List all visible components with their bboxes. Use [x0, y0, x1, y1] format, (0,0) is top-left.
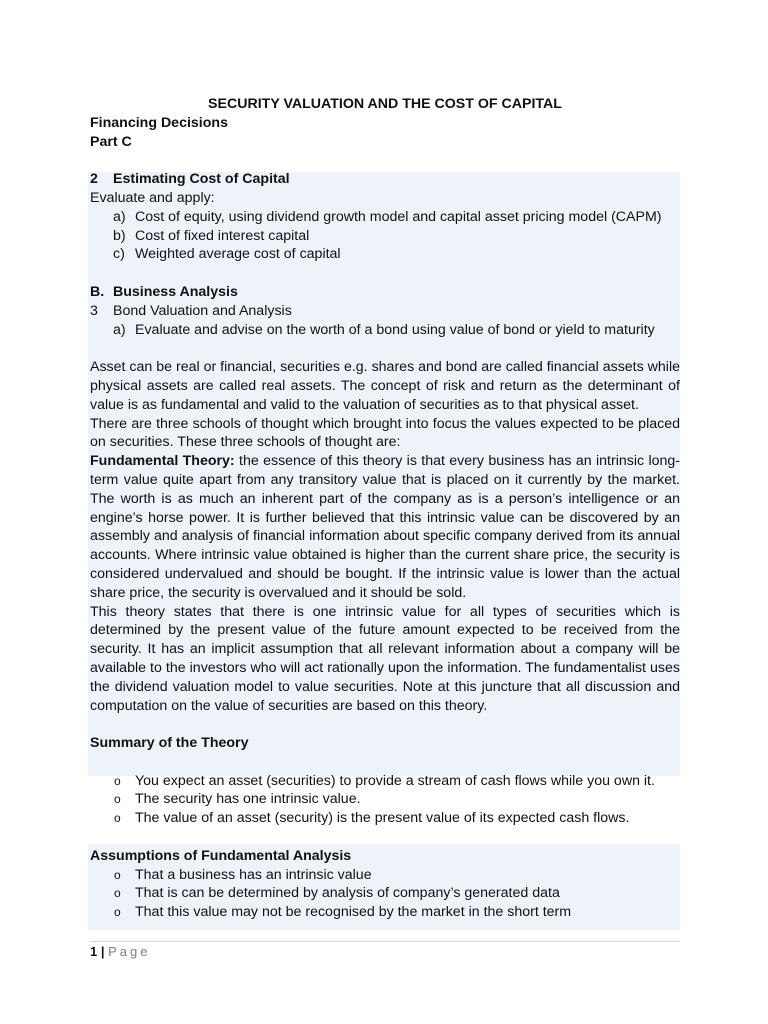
heading-part: Part C	[90, 133, 132, 150]
assumptions-list	[90, 866, 680, 922]
page-number: 1	[90, 944, 98, 959]
list-item: o That is can be determined by analysis of company’s generated data	[114, 885, 560, 902]
bullet-icon: o	[114, 905, 121, 920]
list-item: b) Cost of fixed interest capital	[113, 227, 310, 244]
list-item: o You expect an asset (securities) to provide a stream of cash flows while you own it.	[114, 772, 655, 789]
paragraph-assets: Asset can be real or financial, securities e.g. shares and bond are called financial assets while physical assets are called real assets. The concept of risk and return as the determinant of value is as fundamental and valid to the valuation of securities as to that physical asset.	[90, 359, 680, 413]
list-item: o The security has one intrinsic value.	[114, 791, 361, 808]
document-body	[90, 95, 680, 922]
document-title: SECURITY VALUATION AND THE COST OF CAPITAL	[208, 96, 562, 112]
section-title: Estimating Cost of Capital	[113, 171, 290, 188]
summary-list	[90, 772, 680, 828]
bullet-icon: o	[114, 867, 121, 882]
footer-separator: |	[100, 944, 105, 959]
paragraph-schools: There are three schools of thought which brought into focus the values expected to be placed on securities. These three schools of thought are:	[90, 415, 680, 451]
list-item: a) Cost of equity, using dividend growth model and capital asset pricing model (CAPM)	[113, 208, 662, 225]
paragraph-intrinsic-value: This theory states that there is one intrinsic value for all types of securities which is determined by the present value of the future amount expected to be received from the security. It has an implicit assumption that all relevant information about a company will be available to the investors who will act rationally upon the information. The fundamentalist uses the dividend valuation model to value securities. Note at this juncture that all discussion and computation on the value of securities are based on this theory.	[90, 603, 680, 714]
bullet-icon: o	[114, 811, 121, 826]
summary-heading: Summary of the Theory	[90, 735, 249, 752]
section-2-intro: Evaluate and apply:	[90, 189, 215, 206]
section-number: 2	[90, 171, 98, 188]
list-item: o That this value may not be recognised by the market in the short term	[114, 904, 572, 921]
section-3-heading: 3 Bond Valuation and Analysis	[90, 302, 292, 319]
page-label: Page	[108, 944, 151, 959]
bullet-icon: o	[114, 886, 121, 901]
section-b-heading: B. Business Analysis	[90, 283, 238, 300]
page-footer	[90, 941, 680, 959]
bullet-icon: o	[114, 792, 121, 807]
assumptions-heading: Assumptions of Fundamental Analysis	[90, 847, 352, 864]
section-2-list	[90, 208, 680, 264]
list-item: c) Weighted average cost of capital	[113, 246, 341, 263]
bullet-icon: o	[114, 773, 121, 788]
list-item: a) Evaluate and advise on the worth of a bond using value of bond or yield to maturity	[113, 321, 655, 338]
heading-financing-decisions: Financing Decisions	[90, 114, 228, 131]
list-item: o The value of an asset (security) is the present value of its expected cash flows.	[114, 810, 630, 827]
section-2-heading	[90, 170, 680, 189]
paragraph-fundamental-theory: Fundamental Theory: the essence of this theory is that every business has an intrinsic long-term value quite apart from any transitory value that is placed on it currently by the market. The worth is as much an inherent part of the company as is a person’s intelligence or an engine’s horse power. It is further believed that this intrinsic value can be discovered by an assembly and analysis of financial information about specific company derived from its annual accounts. Where intrinsic value obtained is higher than the current share price, the security is considered undervalued and should be bought. If the intrinsic value is lower than the actual share price, the security is overvalued and it should be sold.	[90, 453, 680, 601]
list-item: o That a business has an intrinsic value	[114, 866, 372, 883]
section-3-list	[90, 321, 680, 340]
